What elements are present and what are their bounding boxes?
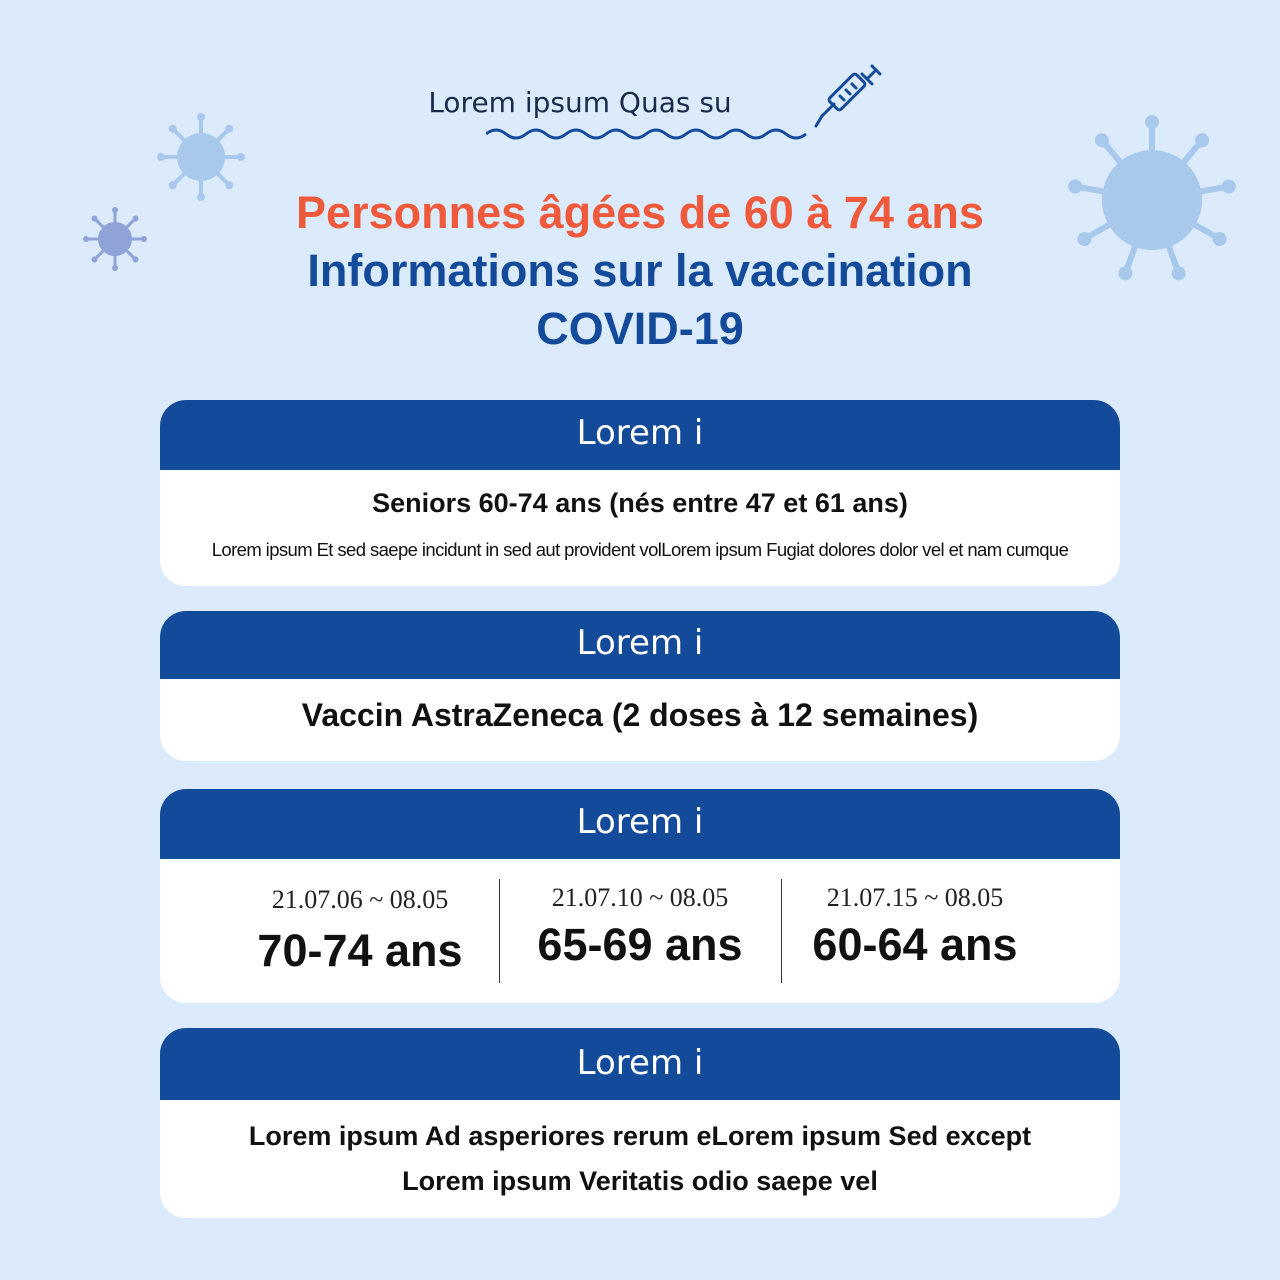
schedule-period [775, 883, 1055, 971]
title-line-info: Informations sur la vaccination [307, 245, 973, 296]
period-date: 21.07.06 ~ 08.05 [271, 885, 449, 914]
period-age-group: 70-74 ans [257, 925, 463, 976]
header-tag [0, 86, 1280, 119]
info-card-vaccine [160, 611, 1120, 761]
info-card-eligibility [160, 400, 1120, 586]
info-card-schedule [160, 789, 1120, 1003]
eligibility-title: Seniors 60-74 ans (nés entre 47 et 61 ans) [372, 488, 908, 518]
period-age-group: 65-69 ans [537, 919, 743, 970]
wave-underline [486, 124, 816, 144]
syringe-icon [812, 60, 884, 132]
period-date: 21.07.10 ~ 08.05 [551, 883, 729, 912]
card-heading: Lorem i [160, 611, 1120, 679]
period-age-group: 60-64 ans [812, 919, 1018, 970]
vaccine-title: Vaccin AstraZeneca (2 doses à 12 semaines) [301, 697, 979, 733]
notes-line: Lorem ipsum Ad asperiores rerum eLorem ipsum Sed except [248, 1121, 1032, 1151]
page-title [0, 184, 1280, 358]
card-heading: Lorem i [160, 400, 1120, 470]
card-heading: Lorem i [160, 1028, 1120, 1100]
notes-line: Lorem ipsum Veritatis odio saepe vel [402, 1166, 878, 1196]
title-line-covid: COVID-19 [536, 303, 744, 354]
period-date: 21.07.15 ~ 08.05 [826, 883, 1004, 912]
eligibility-text: Lorem ipsum Et sed saepe incidunt in sed aut provident volLorem ipsum Fugiat dolores dolor vel et nam cumque [211, 539, 1069, 560]
card-heading: Lorem i [160, 789, 1120, 859]
schedule-period [220, 885, 500, 977]
title-line-age-group: Personnes âgées de 60 à 74 ans [296, 187, 984, 238]
info-card-notes [160, 1028, 1120, 1218]
schedule-period [500, 883, 780, 971]
header-tag-text: Lorem ipsum Quas su [428, 86, 732, 119]
